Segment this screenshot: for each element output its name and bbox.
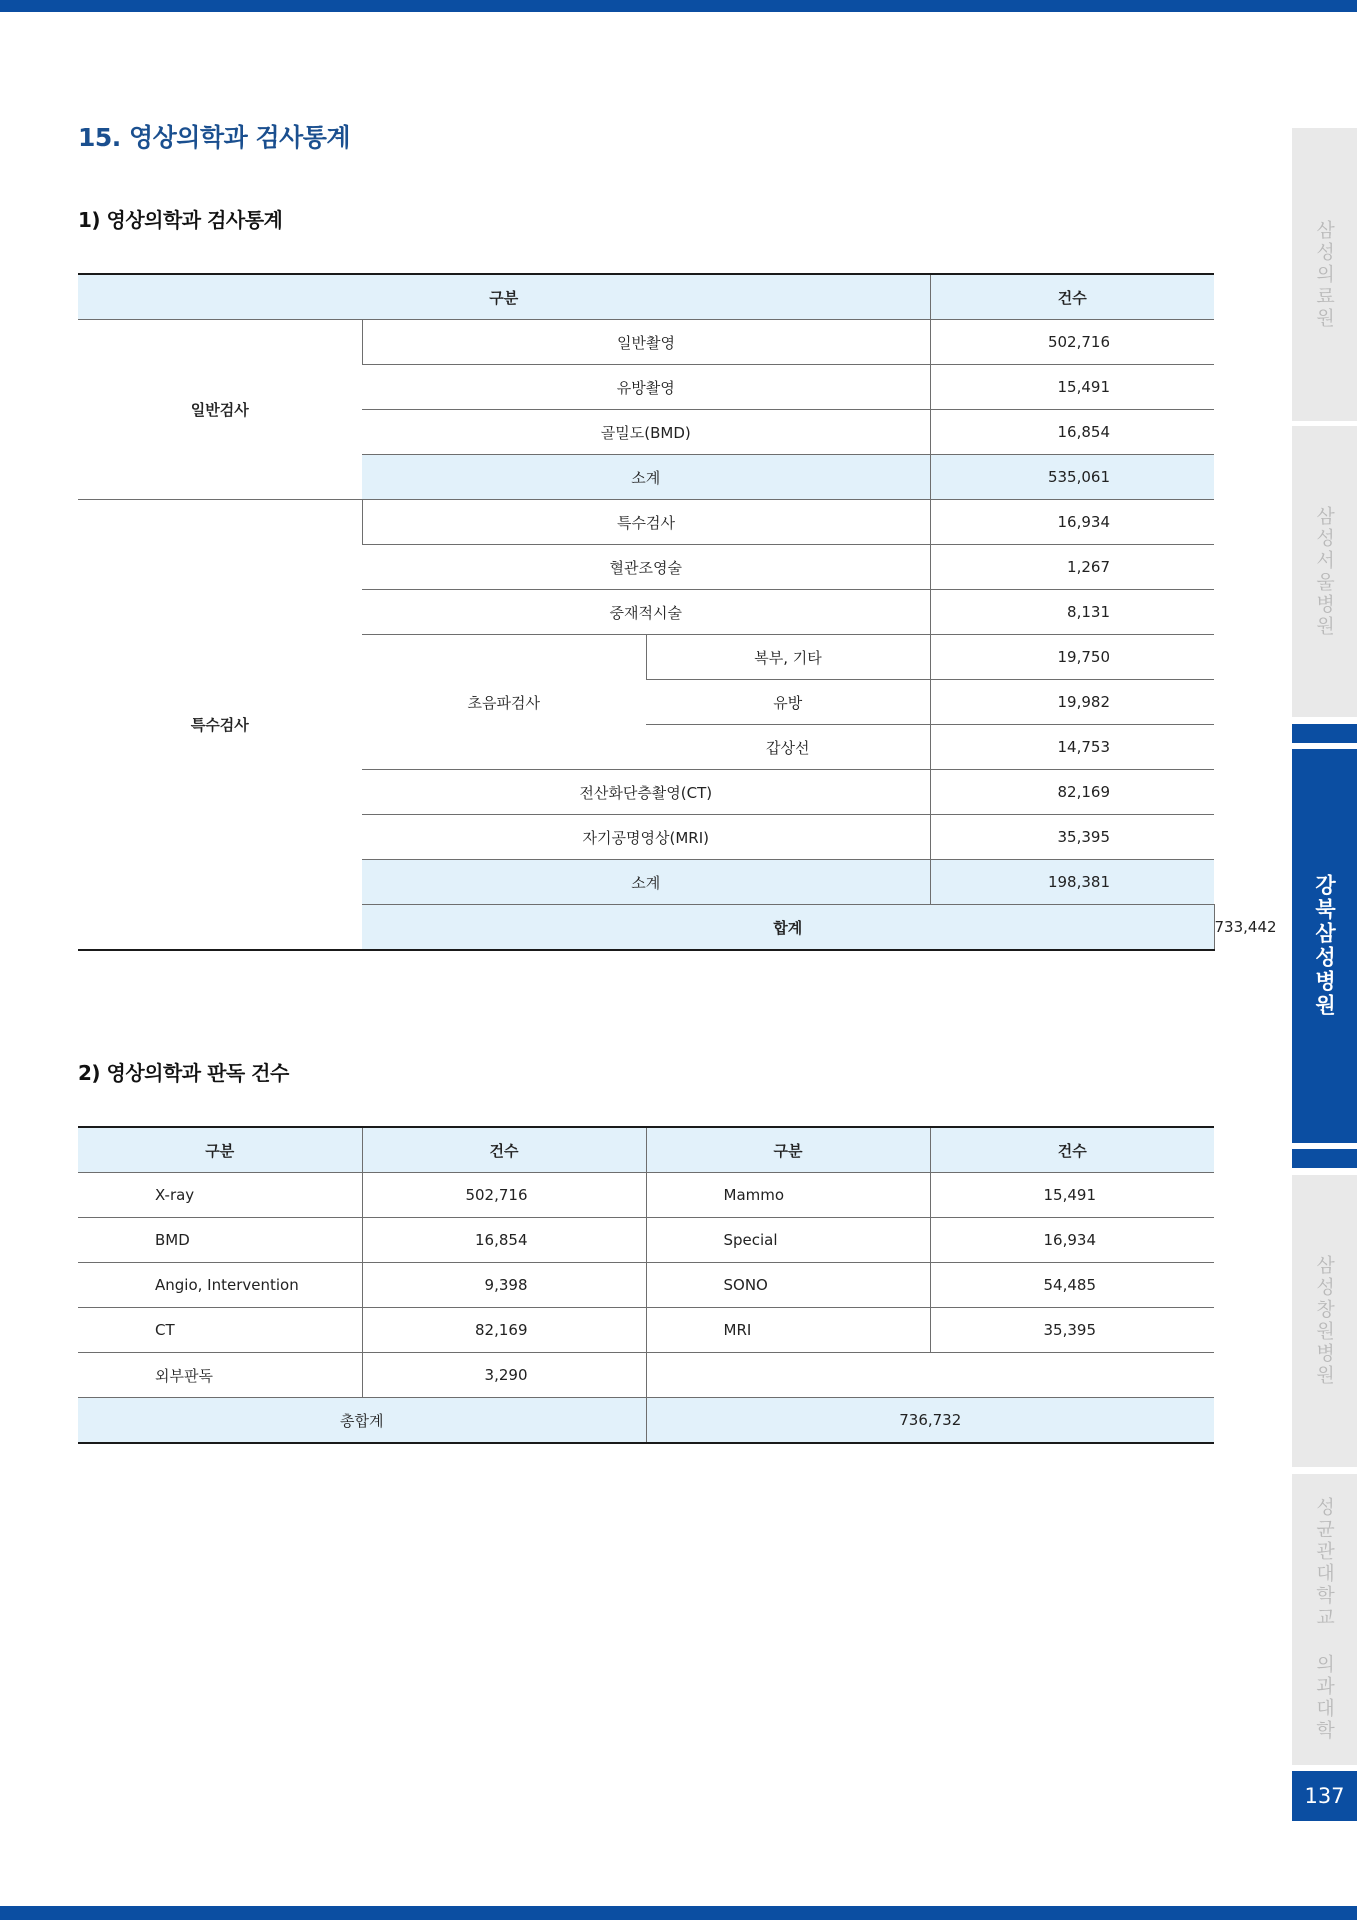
ultrasound-label: 초음파검사 [362, 635, 646, 770]
subtotal-count: 535,061 [930, 455, 1214, 500]
sidebar-tab-label: 삼성서울병원 [1313, 505, 1335, 638]
section-title: 15. 영상의학과 검사통계 [78, 123, 351, 152]
special-exam-label: 특수검사 [78, 500, 362, 951]
table-row [78, 1218, 1214, 1263]
header-count: 건수 [930, 274, 1214, 320]
row-count: 16,854 [930, 410, 1214, 455]
grand-total-label: 총합계 [78, 1398, 646, 1444]
subtotal-label: 소계 [362, 860, 930, 905]
header-category-left: 구분 [78, 1127, 362, 1173]
subtotal-label: 소계 [362, 455, 930, 500]
row-count-right: 54,485 [930, 1263, 1214, 1308]
row-name: 혈관조영술 [362, 545, 930, 590]
row-count-left: 502,716 [362, 1173, 646, 1218]
row-name: 골밀도(BMD) [362, 410, 930, 455]
sidebar-active-strip-bottom [1292, 1149, 1357, 1168]
row-name-left: 외부판독 [78, 1353, 362, 1398]
row-count-right: 15,491 [930, 1173, 1214, 1218]
header-count-left: 건수 [362, 1127, 646, 1173]
top-accent-bar [0, 0, 1357, 12]
row-name: 갑상선 [646, 725, 930, 770]
row-count-right: 35,395 [930, 1308, 1214, 1353]
row-name-right: Mammo [646, 1173, 930, 1218]
row-name-right: Special [646, 1218, 930, 1263]
table-row [78, 1308, 1214, 1353]
sidebar-tab-samsung-medical-center[interactable] [1292, 128, 1357, 421]
row-name-right: MRI [646, 1308, 930, 1353]
sidebar-active-strip-top [1292, 724, 1357, 743]
row-count: 35,395 [930, 815, 1214, 860]
table-row [78, 1263, 1214, 1308]
row-count-right: 16,934 [930, 1218, 1214, 1263]
row-count: 14,753 [930, 725, 1214, 770]
row-name-left: Angio, Intervention [78, 1263, 362, 1308]
row-name: 자기공명영상(MRI) [362, 815, 930, 860]
row-count-left: 9,398 [362, 1263, 646, 1308]
row-name: 유방촬영 [362, 365, 930, 410]
sidebar-tab-label: 성균관대학교 의과대학 [1313, 1497, 1335, 1742]
header-count-right: 건수 [930, 1127, 1214, 1173]
header-category-right: 구분 [646, 1127, 930, 1173]
row-name: 전산화단층촬영(CT) [362, 770, 930, 815]
total-row [78, 1398, 1214, 1444]
row-count: 19,982 [930, 680, 1214, 725]
exam-statistics-table [78, 273, 1277, 951]
row-count: 502,716 [930, 320, 1214, 365]
sidebar-tab-label: 삼성의료원 [1313, 219, 1335, 330]
row-count: 16,934 [930, 500, 1214, 545]
row-name: 특수검사 [362, 500, 930, 545]
row-name: 일반촬영 [362, 320, 930, 365]
sidebar-tab-samsung-seoul-hospital[interactable] [1292, 426, 1357, 717]
table-row [78, 320, 1214, 365]
row-count: 8,131 [930, 590, 1214, 635]
row-count-left: 16,854 [362, 1218, 646, 1263]
table1-title: 1) 영상의학과 검사통계 [78, 208, 283, 232]
sidebar-tab-kangbuk-samsung-hospital[interactable] [1292, 749, 1357, 1143]
table2-title: 2) 영상의학과 판독 건수 [78, 1061, 289, 1085]
total-row: 합계 733,442 [78, 905, 1214, 951]
grand-total-count: 736,732 [646, 1398, 1214, 1444]
row-name-left: X-ray [78, 1173, 362, 1218]
row-count: 15,491 [930, 365, 1214, 410]
bottom-accent-bar [0, 1906, 1357, 1920]
empty-cell [646, 1353, 1214, 1398]
row-count-left: 3,290 [362, 1353, 646, 1398]
row-name: 중재적시술 [362, 590, 930, 635]
row-name-left: BMD [78, 1218, 362, 1263]
sidebar-tab-samsung-changwon-hospital[interactable] [1292, 1175, 1357, 1467]
table-row [78, 500, 1214, 545]
sidebar-tab-skku-medicine[interactable] [1292, 1474, 1357, 1765]
row-count: 82,169 [930, 770, 1214, 815]
table-row [78, 1173, 1214, 1218]
sidebar-tab-label: 삼성창원병원 [1313, 1255, 1335, 1387]
row-count-left: 82,169 [362, 1308, 646, 1353]
general-exam-label: 일반검사 [78, 320, 362, 500]
subtotal-count: 198,381 [930, 860, 1214, 905]
table-header-row [78, 274, 1214, 320]
row-name: 복부, 기타 [646, 635, 930, 680]
row-count: 1,267 [930, 545, 1214, 590]
sidebar-tab-label: 강북삼성병원 [1312, 874, 1337, 1018]
header-category: 구분 [78, 274, 930, 320]
row-name-left: CT [78, 1308, 362, 1353]
row-name-right: SONO [646, 1263, 930, 1308]
total-label: 합계 [362, 905, 1214, 951]
table-row [78, 1353, 1214, 1398]
table-header-row [78, 1127, 1214, 1173]
page-number: 137 [1292, 1771, 1357, 1821]
reading-count-table [78, 1126, 1214, 1444]
row-name: 유방 [646, 680, 930, 725]
row-count: 19,750 [930, 635, 1214, 680]
